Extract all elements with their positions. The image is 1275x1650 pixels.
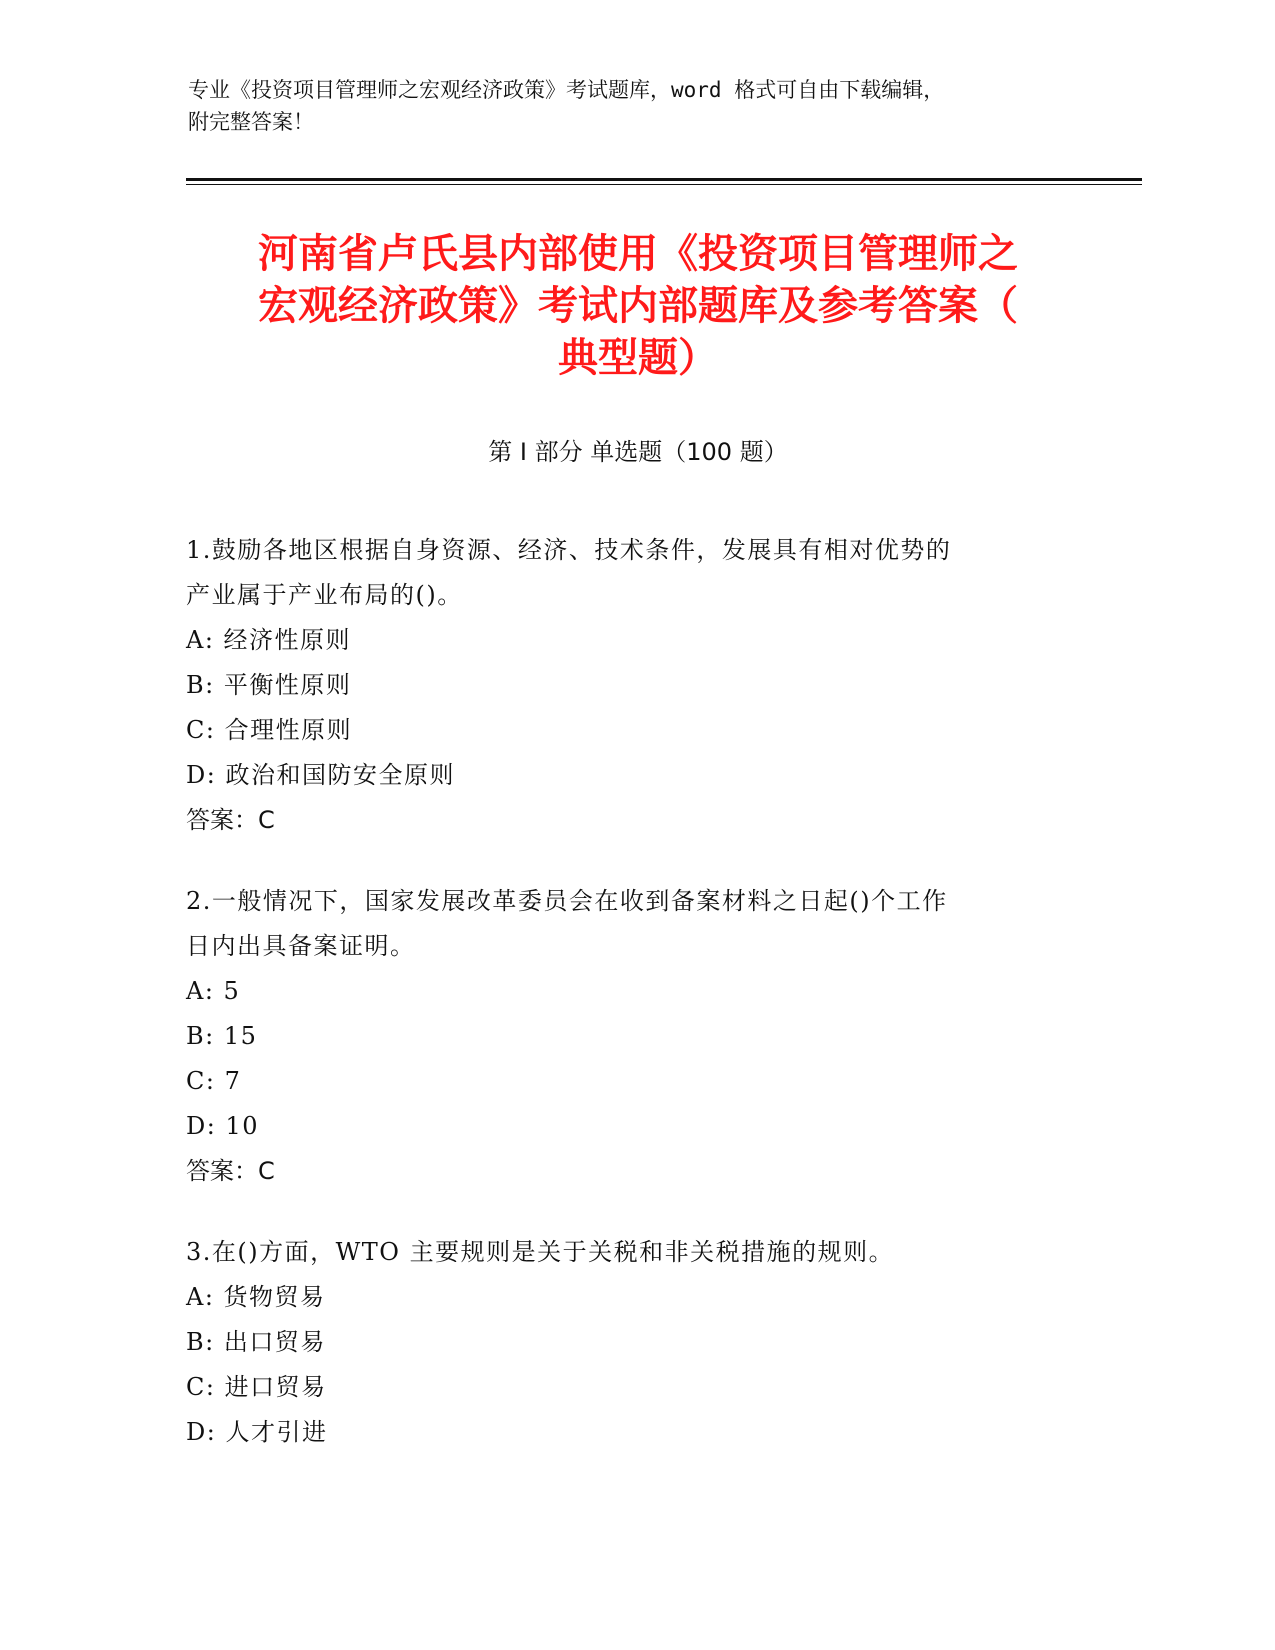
answer-label: 答案： — [186, 1157, 258, 1185]
question-1 — [186, 528, 1066, 843]
title-line-2: 宏观经济政策》考试内部题库及参考答案（ — [258, 283, 1018, 329]
question-stem-line: 1.鼓励各地区根据自身资源、经济、技术条件，发展具有相对优势的 — [186, 536, 952, 564]
question-2 — [186, 879, 1066, 1194]
answer-line — [186, 798, 1066, 843]
answer-label: 答案： — [186, 806, 258, 834]
option-c: C: 合理性原则 — [186, 716, 353, 744]
title-line-3: 典型题） — [558, 335, 718, 381]
question-stem-line: 产业属于产业布局的()。 — [186, 581, 463, 609]
question-stem-line: 3.在()方面，WTO 主要规则是关于关税和非关税措施的规则。 — [186, 1238, 895, 1266]
header-note — [188, 74, 1068, 138]
option-d: D: 人才引进 — [186, 1418, 328, 1446]
question-3 — [186, 1230, 1066, 1455]
option-a: A: 5 — [186, 977, 241, 1005]
question-stem-line: 2.一般情况下，国家发展改革委员会在收到备案材料之日起()个工作 — [186, 887, 948, 915]
option-c: C: 7 — [186, 1067, 242, 1095]
header-note-line-2: 附完整答案！ — [188, 110, 314, 134]
section-heading: 第 I 部分 单选题（100 题） — [488, 438, 788, 466]
option-a: A: 经济性原则 — [186, 626, 352, 654]
option-d: D: 政治和国防安全原则 — [186, 761, 455, 789]
document-title — [186, 228, 1090, 384]
answer-line — [186, 1149, 1066, 1194]
option-d: D: 10 — [186, 1112, 259, 1140]
option-a: A: 货物贸易 — [186, 1283, 326, 1311]
option-b: B: 出口贸易 — [186, 1328, 326, 1356]
answer-value: C — [258, 806, 275, 834]
option-b: B: 平衡性原则 — [186, 671, 352, 699]
header-rule-thin — [186, 184, 1142, 185]
question-stem-line: 日内出具备案证明。 — [186, 932, 416, 960]
header-rule-thick — [186, 178, 1142, 181]
option-c: C: 进口贸易 — [186, 1373, 327, 1401]
answer-value: C — [258, 1157, 275, 1185]
question-list — [186, 528, 1066, 1491]
title-line-1: 河南省卢氏县内部使用《投资项目管理师之 — [258, 231, 1018, 277]
header-note-line-1: 专业《投资项目管理师之宏观经济政策》考试题库，word 格式可自由下载编辑， — [188, 78, 945, 102]
option-b: B: 15 — [186, 1022, 258, 1050]
